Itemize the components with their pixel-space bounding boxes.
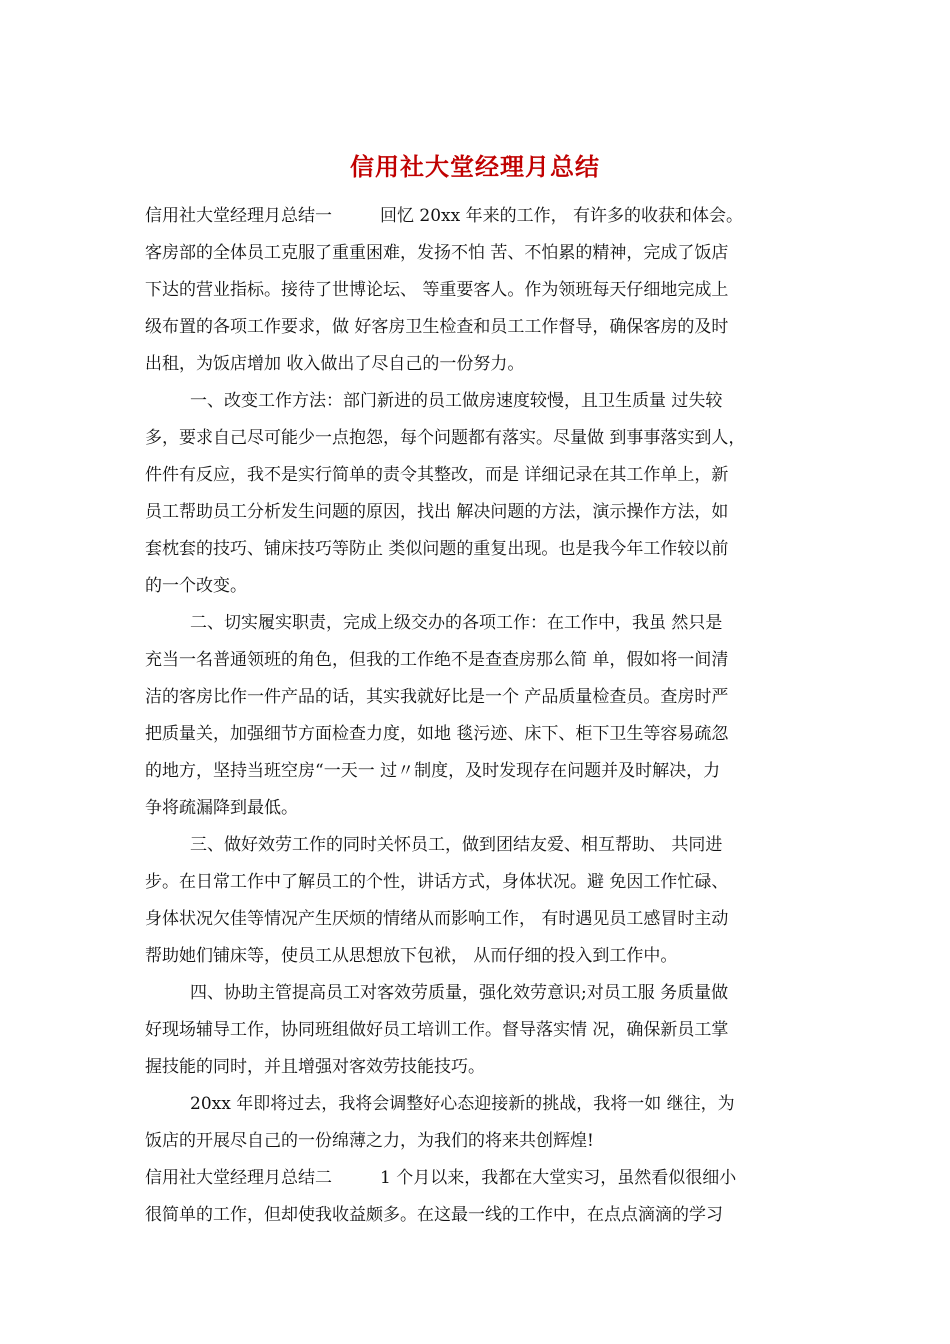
- paragraph-line: 件件有反应，我不是实行简单的责令其整改，而是 详细记录在其工作单上，新: [145, 465, 729, 485]
- section-heading: 信用社大堂经理月总结一: [145, 206, 332, 226]
- paragraph-line: 多，要求自己尽可能少一点抱怨，每个问题都有落实。尽量做 到事事落实到人，: [145, 428, 746, 448]
- paragraph-line: 员工帮助员工分析发生问题的原因，找出 解决问题的方法，演示操作方法，如: [145, 502, 729, 522]
- paragraph-line: 洁的客房比作一件产品的话，其实我就好比是一个 产品质量检查员。查房时严: [145, 687, 729, 707]
- paragraph-line: 好现场辅导工作，协同班组做好员工培训工作。督导落实情 况，确保新员工掌: [145, 1020, 729, 1040]
- paragraph-line: 客房部的全体员工克服了重重困难，发扬不怕 苦、不怕累的精神，完成了饭店: [145, 243, 729, 263]
- paragraph-line: 出租，为饭店增加 收入做出了尽自己的一份努力。: [145, 354, 525, 374]
- paragraph-line: 三、做好效劳工作的同时关怀员工，做到团结友爱、相互帮助、 共同进: [190, 835, 723, 855]
- paragraph-line: 争将疏漏降到最低。: [145, 798, 298, 818]
- paragraph-line: 套枕套的技巧、铺床技巧等防止 类似问题的重复出现。也是我今年工作较以前: [145, 539, 729, 559]
- paragraph-line: 二、切实履实职责，完成上级交办的各项工作：在工作中，我虽 然只是: [190, 613, 723, 633]
- paragraph-line: 四、协助主管提高员工对客效劳质量，强化效劳意识;对员工服 务质量做: [190, 983, 729, 1003]
- paragraph-line: 帮助她们铺床等，使员工从思想放下包袱， 从而仔细的投入到工作中。: [145, 946, 678, 966]
- paragraph-line: 把质量关，加强细节方面检查力度，如地 毯污迹、床下、柜下卫生等容易疏忽: [145, 724, 729, 744]
- paragraph-line: [145, 1160, 815, 1197]
- paragraph-line: 步。在日常工作中了解员工的个性，讲话方式，身体状况。避 免因工作忙碌、: [145, 872, 729, 892]
- paragraph-line: 的地方，坚持当班空房“一天一 过〃制度，及时发现存在问题并及时解决，力: [145, 761, 721, 781]
- section-heading: 信用社大堂经理月总结二: [145, 1168, 332, 1188]
- paragraph-line: 握技能的同时，并且增强对客效劳技能技巧。: [145, 1057, 485, 1077]
- document-body: [145, 198, 815, 1234]
- paragraph-line: 一、改变工作方法：部门新进的员工做房速度较慢，且卫生质量 过失较: [190, 391, 723, 411]
- paragraph-line: [145, 198, 815, 235]
- paragraph-text: 1 个月以来，我都在大堂实习，虽然看似很细小: [380, 1168, 737, 1188]
- paragraph-line: 20xx 年即将过去，我将会调整好心态迎接新的挑战，我将一如 继往，为: [190, 1094, 735, 1114]
- paragraph-line: 级布置的各项工作要求，做 好客房卫生检查和员工工作督导，确保客房的及时: [145, 317, 729, 337]
- paragraph-line: 饭店的开展尽自己的一份绵薄之力，为我们的将来共创辉煌!: [145, 1131, 594, 1151]
- paragraph-line: 很简单的工作，但却使我收益颇多。在这最一线的工作中，在点点滴滴的学习: [145, 1205, 723, 1225]
- paragraph-text: 回忆 20xx 年来的工作， 有许多的收获和体会。: [380, 206, 744, 226]
- paragraph-line: 下达的营业指标。接待了世博论坛、 等重要客人。作为领班每天仔细地完成上: [145, 280, 729, 300]
- paragraph-line: 身体状况欠佳等情况产生厌烦的情绪从而影响工作， 有时遇见员工感冒时主动: [145, 909, 729, 929]
- paragraph-line: 的一个改变。: [145, 576, 247, 596]
- paragraph-line: 充当一名普通领班的角色，但我的工作绝不是查查房那么简 单，假如将一间清: [145, 650, 729, 670]
- document-title: 信用社大堂经理月总结: [350, 152, 600, 181]
